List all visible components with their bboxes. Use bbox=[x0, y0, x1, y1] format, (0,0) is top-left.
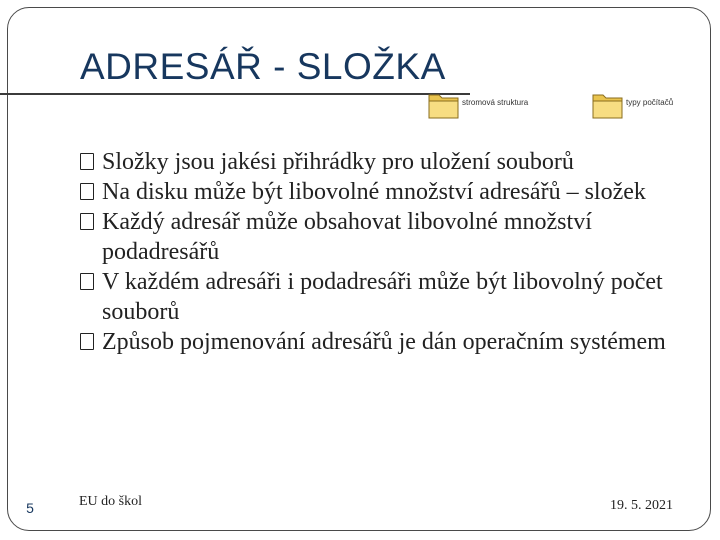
title-underline bbox=[0, 93, 470, 95]
bullet-item bbox=[80, 147, 700, 177]
bullet-box-icon bbox=[80, 213, 94, 230]
bullet-text: Způsob pojmenování adresářů je dán operačním systémem bbox=[102, 329, 666, 355]
folder-stromova-struktura[interactable] bbox=[428, 90, 528, 120]
bullet-text: Složky jsou jakési přihrádky pro uložení souborů bbox=[102, 149, 574, 175]
folder-icon bbox=[592, 90, 624, 120]
bullet-item bbox=[80, 267, 700, 327]
page-number: 5 bbox=[26, 500, 34, 516]
bullet-text: Na disku může být libovolné množství adresářů – složek bbox=[102, 179, 646, 205]
bullet-box-icon bbox=[80, 153, 94, 170]
bullet-text: Každý adresář může obsahovat libovolné množství podadresářů bbox=[102, 209, 592, 265]
folder-label: typy počítačů bbox=[626, 98, 674, 107]
bullet-text: V každém adresáři i podadresáři může být libovolný počet souborů bbox=[102, 269, 663, 325]
bullet-item bbox=[80, 327, 700, 357]
bullet-item bbox=[80, 177, 700, 207]
footer-date: 19. 5. 2021 bbox=[610, 498, 673, 513]
folder-label: stromová struktura bbox=[462, 98, 529, 107]
bullet-box-icon bbox=[80, 273, 94, 290]
folder-typy-pocitacu[interactable] bbox=[592, 90, 673, 120]
folder-icon bbox=[428, 90, 460, 120]
bullet-item bbox=[80, 207, 700, 267]
slide-title: ADRESÁŘ - SLOŽKA bbox=[80, 46, 446, 87]
bullet-box-icon bbox=[80, 183, 94, 200]
bullet-box-icon bbox=[80, 333, 94, 350]
footer-text: EU do škol bbox=[79, 494, 142, 509]
bullet-list bbox=[80, 147, 700, 357]
